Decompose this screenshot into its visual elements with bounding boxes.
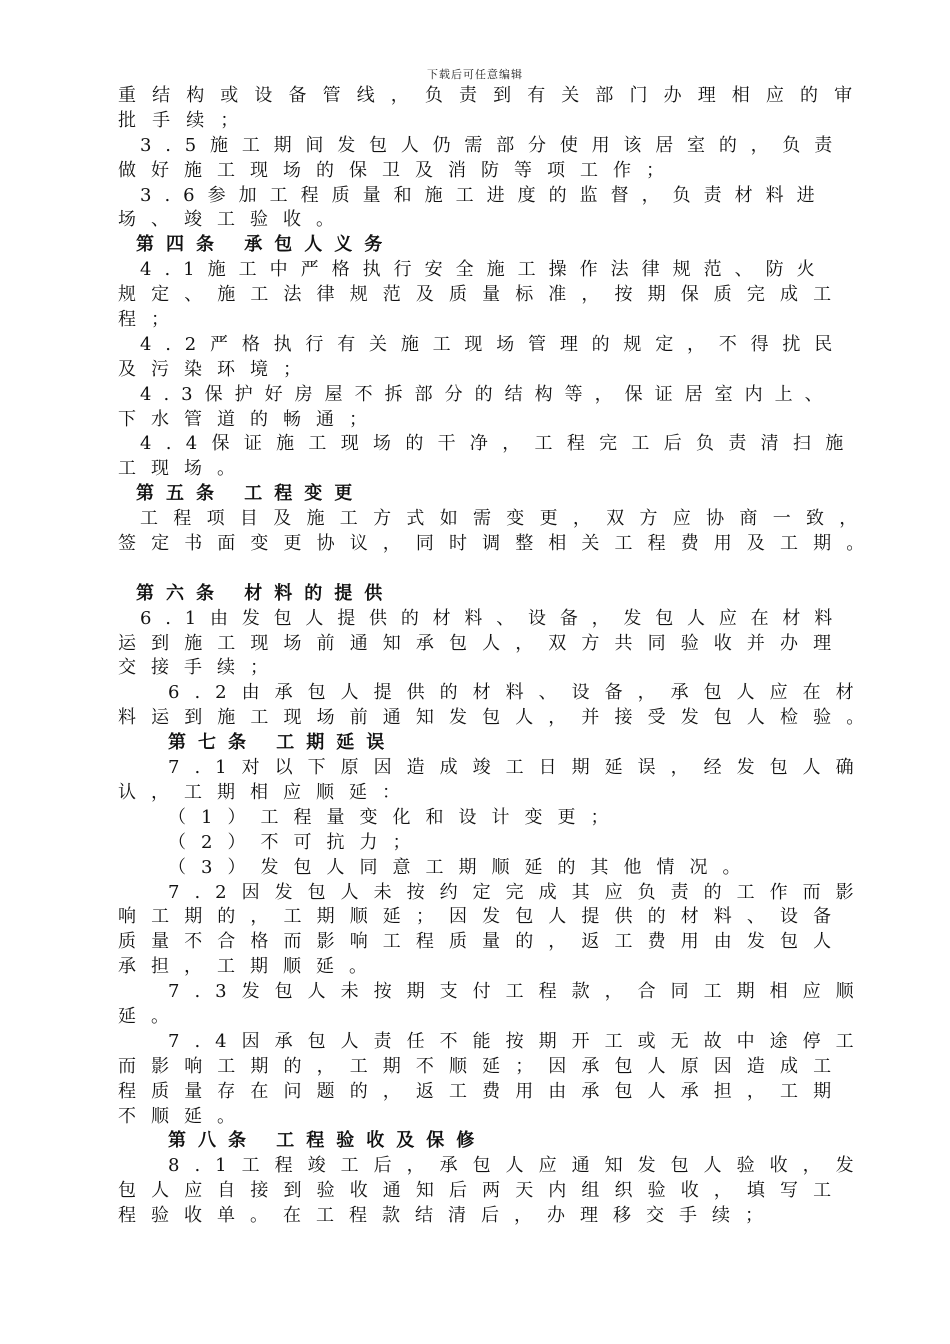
- text-line: 4.3保护好房屋不拆部分的结构等，保证居室内上、: [140, 383, 835, 405]
- text-line: 6.2由承包人提供的材料、设备，承包人应在材: [168, 682, 869, 704]
- text-line: （3）发包人同意工期顺延的其他情况。: [168, 856, 756, 878]
- text-line: 工程项目及施工方式如需变更，双方应协商一致，: [140, 508, 873, 530]
- text-line: 及污染环境；: [118, 358, 316, 380]
- text-line: 7.4因承包人责任不能按期开工或无故中途停工: [168, 1030, 869, 1052]
- section-heading: 第四条 承包人义务: [136, 234, 395, 256]
- blank-line: [118, 557, 878, 582]
- text-line: 4.2严格执行有关施工现场管理的规定，不得扰民: [140, 333, 847, 355]
- text-line: 而影响工期的，工期不顺延；因承包人原因造成工: [118, 1055, 847, 1077]
- text-line: （1）工程量变化和设计变更；: [168, 806, 624, 828]
- text-line: 程验收单。在工程款结清后，办理移交手续；: [118, 1205, 778, 1227]
- text-line: 签定书面变更协议，同时调整相关工程费用及工期。: [118, 533, 880, 555]
- text-line: 料运到施工现场前通知发包人，并接受发包人检验。: [118, 707, 880, 729]
- section-heading: 第七条 工期延误: [168, 732, 397, 754]
- text-line: 响工期的，工期顺延；因发包人提供的材料、设备: [118, 906, 847, 928]
- section-heading: 第八条 工程验收及保修: [168, 1130, 487, 1152]
- text-line: 质量不合格而影响工程质量的，返工费用由发包人: [118, 931, 847, 953]
- text-line: 程；: [118, 309, 184, 331]
- text-line: 交接手续；: [118, 657, 283, 679]
- text-line: 7.1对以下原因造成竣工日期延误，经发包人确: [168, 757, 869, 779]
- text-line: 批手续；: [118, 109, 255, 131]
- text-line: 8.1工程竣工后，承包人应通知发包人验收，发: [168, 1155, 869, 1177]
- text-line: 场、竣工验收。: [118, 209, 349, 231]
- page-header: 下载后可任意编辑: [427, 68, 523, 81]
- text-line: 7.3发包人未按期支付工程款，合同工期相应顺: [168, 981, 869, 1003]
- text-line: 下水管道的畅通；: [118, 408, 382, 430]
- text-line: 规定、施工法律规范及质量标准，按期保质完成工: [118, 284, 847, 306]
- text-line: 3.5施工期间发包人仍需部分使用该居室的，负责: [140, 134, 847, 156]
- text-line: 4.4保证施工现场的干净，工程完工后负责清扫施: [140, 433, 858, 455]
- text-line: 延。: [118, 1005, 184, 1027]
- text-line: 包人应自接到验收通知后两天内组织验收，填写工: [118, 1180, 847, 1202]
- text-line: 程质量存在问题的，返工费用由承包人承担，工期: [118, 1080, 847, 1102]
- document-body: [118, 84, 878, 1229]
- section-heading: 第五条 工程变更: [136, 483, 365, 505]
- text-line: 3.6参加工程质量和施工进度的监督，负责材料进: [140, 184, 828, 206]
- text-line: 重结构或设备管线，负责到有关部门办理相应的审: [118, 85, 869, 106]
- text-line: 7.2因发包人未按约定完成其应负责的工作而影: [168, 881, 869, 903]
- section-heading: 第六条 材料的提供: [136, 582, 395, 604]
- text-line: 认，工期相应顺延：: [118, 781, 415, 803]
- text-line: （2）不可抗力；: [168, 831, 426, 853]
- text-line: 做好施工现场的保卫及消防等项工作；: [118, 159, 679, 181]
- text-line: 工现场。: [118, 458, 250, 480]
- text-line: 承担，工期顺延。: [118, 956, 382, 978]
- text-line: 4.1施工中严格执行安全施工操作法律规范、防火: [140, 259, 828, 281]
- text-line: 不顺延。: [118, 1105, 250, 1127]
- text-line: 运到施工现场前通知承包人，双方共同验收并办理: [118, 632, 847, 654]
- text-line: 6.1由发包人提供的材料、设备，发包人应在材料: [140, 607, 847, 629]
